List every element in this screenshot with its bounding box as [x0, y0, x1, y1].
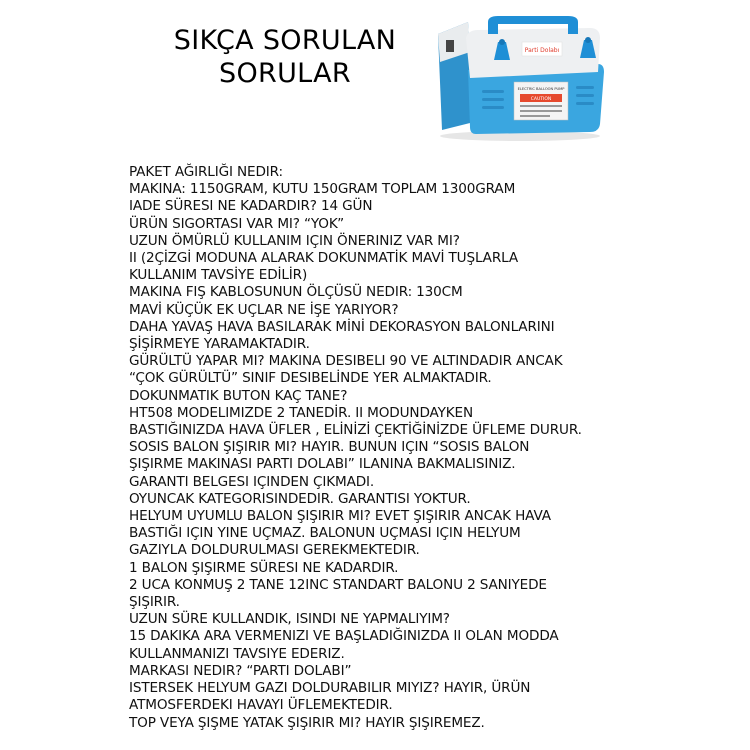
- faq-line: 1 BALON ŞIŞIRME SÜRESI NE KADARDIR.: [129, 559, 399, 576]
- faq-line: KULLANIM TAVSİYE EDİLİR): [129, 267, 308, 284]
- faq-line: ŞIŞIRME MAKINASI PARTI DOLABI” ILANINA BAKMALISINIZ.: [129, 456, 516, 473]
- faq-line: ŞİŞİRMEYE YARAMAKTADIR.: [129, 336, 310, 353]
- balloon-pump-image: [428, 12, 608, 142]
- faq-line: IADE SÜRESI NE KADARDIR? 14 GÜN: [129, 198, 373, 215]
- faq-line: BASTIĞINIZDA HAVA ÜFLER , ELİNİZİ ÇEKTİĞİNİZDE ÜFLEME DURUR.: [129, 422, 582, 439]
- faq-line: BASTIĞI IÇIN YINE UÇMAZ. BALONUN UÇMASI IÇIN HELYUM: [129, 525, 521, 542]
- faq-line: UZUN ÖMÜRLÜ KULLANIM IÇIN ÖNERINIZ VAR MI?: [129, 232, 460, 249]
- faq-line: MARKASI NEDIR? “PARTI DOLABI”: [129, 662, 352, 679]
- faq-line: GARANTI BELGESI IÇINDEN ÇIKMADI.: [129, 473, 375, 490]
- faq-line: OYUNCAK KATEGORISINDEDIR. GARANTISI YOKTUR.: [129, 490, 471, 507]
- faq-line: GÜRÜLTÜ YAPAR MI? MAKINA DESIBELI 90 VE ALTINDADIR ANCAK: [129, 353, 563, 370]
- page-title-line-1: SIKÇA SORULAN: [173, 25, 397, 56]
- page-title: [150, 24, 420, 90]
- faq-line: MAVİ KÜÇÜK EK UÇLAR NE İŞE YARIYOR?: [129, 301, 399, 318]
- faq-line: GAZIYLA DOLDURULMASI GEREKMEKTEDIR.: [129, 542, 420, 559]
- faq-line: ISTERSEK HELYUM GAZI DOLDURABILIR MIYIZ? HAYIR, ÜRÜN: [129, 680, 531, 697]
- faq-line: HT508 MODELIMIZDE 2 TANEDİR. II MODUNDAYKEN: [129, 404, 473, 421]
- faq-line: PAKET AĞIRLIĞI NEDIR:: [129, 164, 283, 180]
- faq-line: SOSIS BALON ŞIŞIRIR MI? HAYIR. BUNUN IÇIN “SOSIS BALON: [129, 439, 530, 456]
- faq-line: 15 DAKIKA ARA VERMENIZI VE BAŞLADIĞINIZDA II OLAN MODDA: [129, 628, 559, 645]
- panel-label: ELECTRIC BALLOON PUMP: [517, 87, 565, 91]
- faq-line: “ÇOK GÜRÜLTÜ” SINIF DESIBELİNDE YER ALMAKTADIR.: [129, 370, 492, 387]
- faq-line: ÜRÜN SIGORTASI VAR MI? “YOK”: [129, 215, 345, 232]
- page-title-line-2: SORULAR: [219, 58, 351, 89]
- faq-line: 2 UCA KONMUŞ 2 TANE 12INC STANDART BALONU 2 SANIYEDE: [129, 576, 547, 593]
- faq-line: MAKINA FIŞ KABLOSUNUN ÖLÇÜSÜ NEDIR: 130CM: [129, 284, 463, 301]
- faq-line: II (2ÇİZGİ MODUNA ALARAK DOKUNMATİK MAVİ TUŞLARLA: [129, 250, 519, 267]
- faq-line: MAKINA: 1150GRAM, KUTU 150GRAM TOPLAM 1300GRAM: [129, 181, 516, 198]
- faq-line: TOP VEYA ŞIŞME YATAK ŞIŞIRIR MI? HAYIR ŞIŞIREMEZ.: [129, 714, 485, 731]
- faq-line: ŞIŞIRIR.: [129, 594, 180, 611]
- faq-line: ATMOSFERDEKI HAVAYI ÜFLEMEKTEDIR.: [129, 697, 393, 714]
- caution-label: CAUTION: [530, 97, 552, 102]
- faq-line: DOKUNMATIK BUTON KAÇ TANE?: [129, 387, 348, 404]
- faq-line: UZUN SÜRE KULLANDIK, ISINDI NE YAPMALIYIM?: [129, 611, 450, 628]
- switch-icon: [446, 40, 454, 52]
- faq-line: DAHA YAVAŞ HAVA BASILARAK MİNİ DEKORASYON BALONLARINI: [129, 318, 555, 335]
- faq-text: [129, 164, 629, 732]
- brand-label: Parti Dolabı: [524, 47, 560, 54]
- faq-line: KULLANMANIZI TAVSIYE EDERIZ.: [129, 645, 345, 662]
- balloon-pump-icon: [428, 12, 608, 142]
- faq-line: HELYUM UYUMLU BALON ŞIŞIRIR MI? EVET ŞIŞIRIR ANCAK HAVA: [129, 508, 551, 525]
